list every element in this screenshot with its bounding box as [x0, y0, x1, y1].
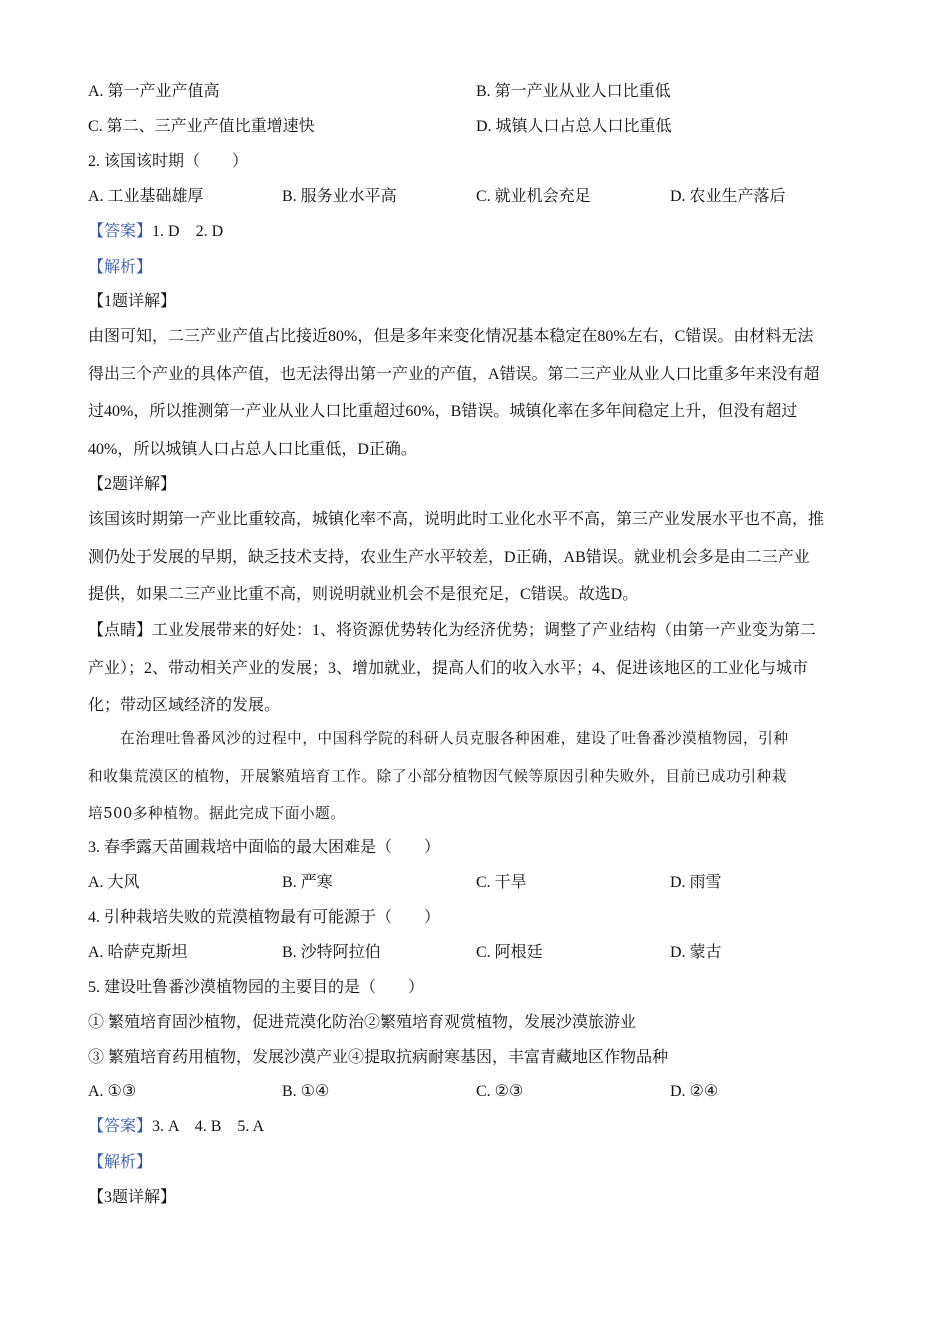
q1-option-b: B. 第一产业从业人口比重低	[476, 83, 671, 100]
detail1-title: 【1题详解】	[88, 293, 177, 310]
answer-text: 1. D 2. D	[152, 223, 224, 240]
detail1-line: 由图可知，二三产业产值占比接近80%，但是多年来变化情况基本稳定在80%左右，C错误。由材料无法	[88, 328, 814, 345]
q2-stem: 2. 该国该时期（ ）	[88, 153, 249, 170]
q4-option-d: D. 蒙古	[670, 944, 722, 961]
q2-option-d: D. 农业生产落后	[670, 188, 786, 205]
q1-option-a: A. 第一产业产值高	[88, 83, 220, 100]
analysis-tag: 【解析】	[88, 259, 153, 276]
detail2-line: 该国该时期第一产业比重较高，城镇化率不高，说明此时工业化水平不高，第三产业发展水平也不高，推	[88, 511, 825, 528]
detail2-body	[88, 501, 860, 614]
q4-option-b: B. 沙特阿拉伯	[282, 944, 381, 961]
material-line	[88, 720, 860, 758]
material-line: 培500多种植物。据此完成下面小题。	[88, 805, 346, 822]
material-line: 和收集荒漠区的植物，开展繁殖培育工作。除了小部分植物因气候等原因引种失败外，目前已成功引种栽	[88, 767, 787, 785]
q5-option-a: A. ①③	[88, 1083, 137, 1100]
q3-option-c: C. 干旱	[476, 874, 527, 891]
point-line: 化；带动区域经济的发展。	[88, 697, 281, 714]
answer-line-2	[88, 1117, 264, 1137]
q3-option-d: D. 雨雪	[670, 874, 722, 891]
q2-option-b: B. 服务业水平高	[282, 188, 397, 205]
point-line	[88, 612, 860, 650]
q5-option-c: C. ②③	[476, 1083, 524, 1100]
q3-stem: 3. 春季露天苗圃栽培中面临的最大困难是（ ）	[88, 839, 441, 856]
q4-option-a: A. 哈萨克斯坦	[88, 944, 188, 961]
q1-option-d: D. 城镇人口占总人口比重低	[476, 118, 672, 135]
answer-line-1	[88, 222, 223, 242]
q4-option-c: C. 阿根廷	[476, 944, 543, 961]
q5-statement-2: ③ 繁殖培育药用植物，发展沙漠产业④提取抗病耐寒基因，丰富青藏地区作物品种	[88, 1049, 669, 1066]
q2-option-c: C. 就业机会充足	[476, 188, 591, 205]
detail2-line: 提供，如果二三产业比重不高，则说明就业机会不是很充足，C错误。故选D。	[88, 586, 639, 603]
answer-tag: 【答案】	[88, 1118, 153, 1135]
q5-option-b: B. ①④	[282, 1083, 330, 1100]
detail1-line: 过40%，所以推测第一产业从业人口比重超过60%，B错误。城镇化率在多年间稳定上升，但没有超过	[88, 403, 798, 420]
q4-stem: 4. 引种栽培失败的荒漠植物最有可能源于（ ）	[88, 909, 441, 926]
q3-option-a: A. 大风	[88, 874, 140, 891]
detail1-line: 40%，所以城镇人口占总人口比重低，D正确。	[88, 440, 417, 458]
detail2-title: 【2题详解】	[88, 476, 177, 493]
q3-option-b: B. 严寒	[282, 874, 333, 891]
detail1-body	[88, 318, 860, 468]
answer-text: 3. A 4. B 5. A	[152, 1118, 265, 1135]
detail2-line: 测仍处于发展的早期，缺乏技术支持，农业生产水平较差，D正确，AB错误。就业机会多是由二三产业	[88, 548, 810, 566]
q1-option-c: C. 第二、三产业产值比重增速快	[88, 118, 315, 135]
material-line-text: 在治理吐鲁番风沙的过程中，中国科学院的科研人员克服各种困难，建设了吐鲁番沙漠植物园，引种	[120, 730, 789, 747]
q5-option-d: D. ②④	[670, 1083, 719, 1100]
detail3-title: 【3题详解】	[88, 1189, 177, 1206]
q2-option-a: A. 工业基础雄厚	[88, 188, 204, 205]
point-line-text: 工业发展带来的好处：1、将资源优势转化为经济优势；调整了产业结构（由第一产业变为第二	[152, 622, 817, 639]
answer-tag: 【答案】	[88, 223, 153, 240]
q5-statement-1: ① 繁殖培育固沙植物，促进荒漠化防治②繁殖培育观赏植物，发展沙漠旅游业	[88, 1014, 637, 1031]
point-tag: 【点睛】	[88, 622, 153, 639]
detail1-line: 得出三个产业的具体产值，也无法得出第一产业的产值，A错误。第二三产业从业人口比重多年来没有超	[88, 365, 820, 383]
material-passage	[88, 720, 860, 833]
q5-stem: 5. 建设吐鲁番沙漠植物园的主要目的是（ ）	[88, 979, 425, 996]
point-line: 产业）；2、带动相关产业的发展；3、增加就业，提高人们的收入水平；4、促进该地区的工业化与城市	[88, 659, 809, 677]
point-body	[88, 612, 860, 725]
analysis-tag: 【解析】	[88, 1154, 153, 1171]
